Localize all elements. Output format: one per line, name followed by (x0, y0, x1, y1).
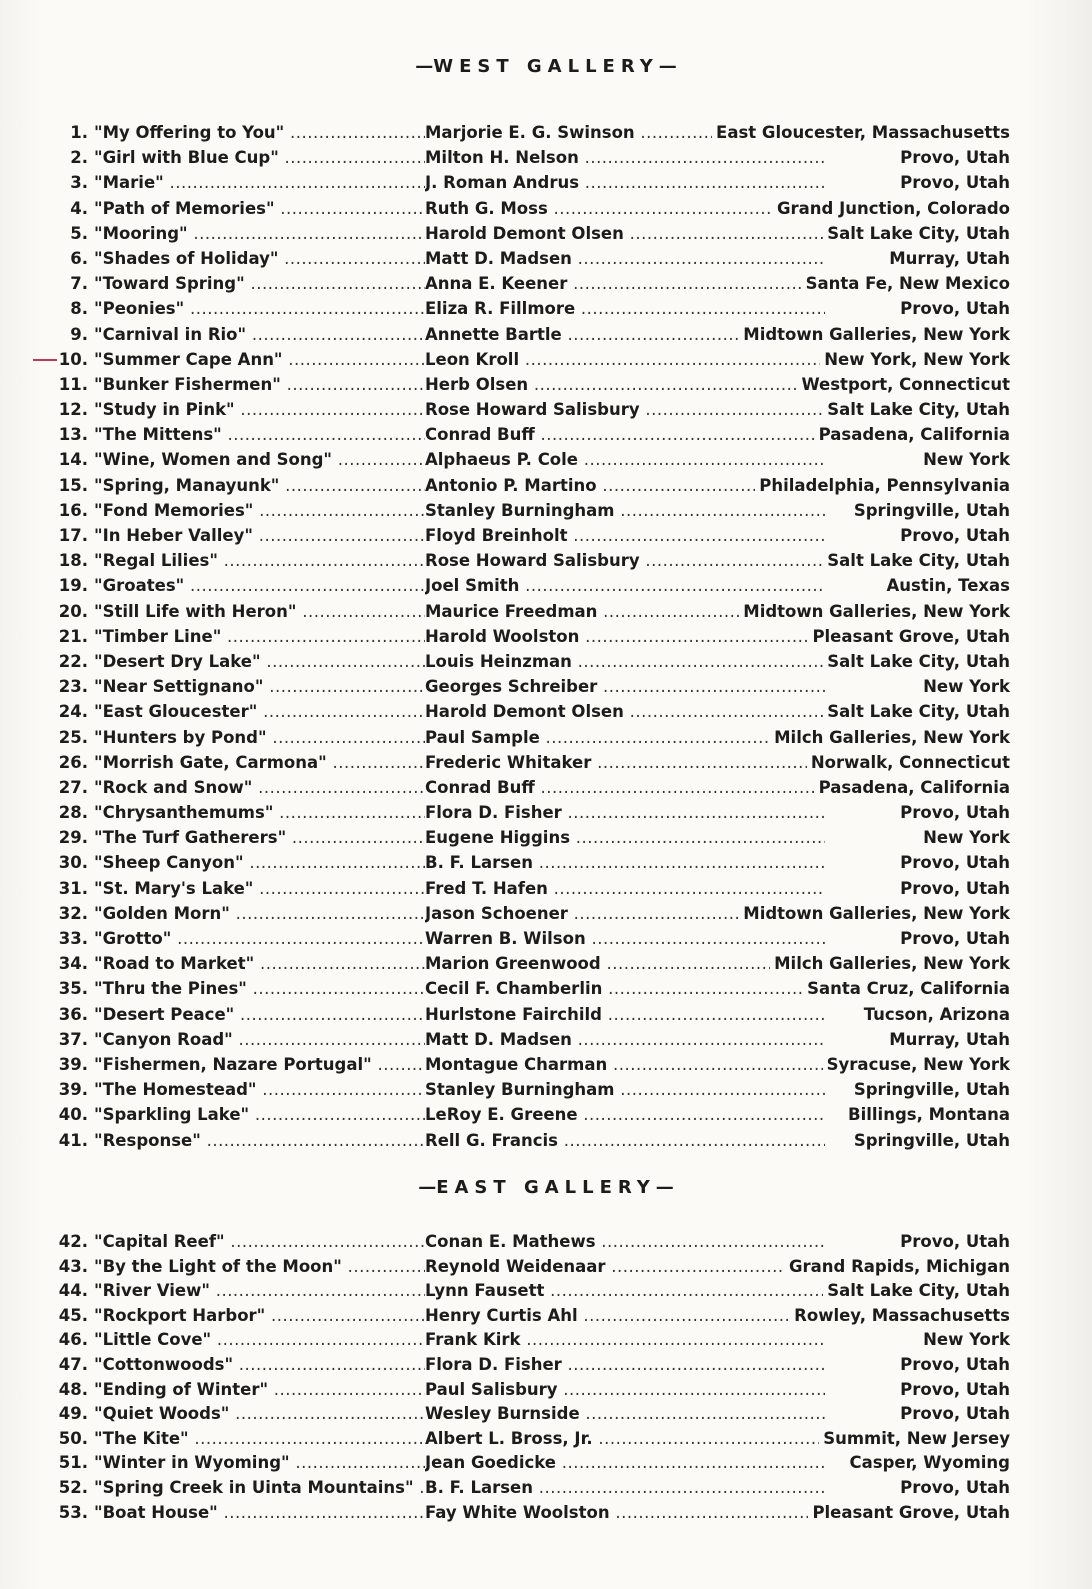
entry-artist: Conrad Buff ..... (425, 422, 825, 447)
entry-location: Santa Fe, New Mexico (802, 271, 1010, 296)
entry-artist: Herb Olsen ..... (425, 372, 825, 397)
entry-number: 24. (58, 702, 88, 722)
catalog-entry (55, 750, 1010, 775)
entry-location: Provo, Utah (896, 170, 1010, 195)
entry-location: Tucson, Arizona (860, 1002, 1010, 1027)
entry-number: 20. (58, 601, 88, 621)
entry-location: New York (919, 1328, 1010, 1353)
entry-location: Murray, Utah (885, 246, 1010, 271)
catalog-entry (55, 674, 1010, 699)
entry-artist: Frederic Whitaker ..... (425, 750, 825, 775)
entry-number: 39. (58, 1054, 88, 1074)
entry-title: "Quiet Woods" ..... (94, 1402, 425, 1427)
entry-title: "Timber Line" ..... (94, 624, 425, 649)
entry-title: "Capital Reef" ..... (94, 1230, 425, 1255)
entry-title: "Winter in Wyoming" ..... (94, 1451, 425, 1476)
entry-number: 47. (58, 1354, 88, 1374)
entry-number: 2. (70, 148, 88, 168)
entry-artist: Wesley Burnside ..... (425, 1402, 825, 1427)
entry-title: "In Heber Valley" ..... (94, 523, 425, 548)
catalog-entry (55, 145, 1010, 170)
entry-title: "Road to Market" ..... (94, 951, 425, 976)
catalog-entry (55, 447, 1010, 472)
entry-artist: B. F. Larsen ..... (425, 1476, 825, 1501)
entry-number: 22. (58, 651, 88, 671)
entry-number: 6. (70, 248, 88, 268)
entry-title: "Summer Cape Ann" ..... (94, 347, 425, 372)
catalog-entry (55, 1255, 1010, 1280)
entry-artist: Stanley Burningham ..... (425, 498, 825, 523)
entry-title: "St. Mary's Lake" ..... (94, 876, 425, 901)
entry-number: 3. (70, 173, 88, 193)
entry-title: "Morrish Gate, Carmona" ..... (94, 750, 425, 775)
entry-location: New York, New York (820, 347, 1010, 372)
entry-number: 12. (58, 400, 88, 420)
entry-location: Provo, Utah (896, 1353, 1010, 1378)
catalog-entry (55, 221, 1010, 246)
catalog-entry (55, 120, 1010, 145)
entry-title: "Sheep Canyon" ..... (94, 850, 425, 875)
catalog-entry (55, 523, 1010, 548)
catalog-entry (55, 1128, 1010, 1153)
entry-title: "Regal Lilies" ..... (94, 548, 425, 573)
entry-location: Syracuse, New York (823, 1052, 1010, 1077)
entry-number: 10. (58, 349, 88, 369)
catalog-entry (55, 825, 1010, 850)
entry-location: Provo, Utah (896, 850, 1010, 875)
entry-number: 48. (58, 1379, 88, 1399)
entry-artist: Conan E. Mathews ..... (425, 1230, 825, 1255)
entry-location: Philadelphia, Pennsylvania (755, 473, 1010, 498)
entry-title: "Golden Morn" ..... (94, 901, 425, 926)
catalog-entry (55, 170, 1010, 195)
entry-number: 16. (58, 500, 88, 520)
entry-artist: Warren B. Wilson ..... (425, 926, 825, 951)
catalog-entry (55, 1052, 1010, 1077)
catalog-entry (55, 271, 1010, 296)
entry-artist: Marion Greenwood ..... (425, 951, 825, 976)
entry-location: Pleasant Grove, Utah (808, 624, 1010, 649)
entry-artist: Fay White Woolston ..... (425, 1501, 825, 1526)
catalog-entry (55, 573, 1010, 598)
entry-number: 34. (58, 954, 88, 974)
entry-artist: Eliza R. Fillmore ..... (425, 296, 825, 321)
catalog-entry (55, 347, 1010, 372)
entry-location: Norwalk, Connecticut (807, 750, 1010, 775)
entry-title: "The Homestead" ..... (94, 1077, 425, 1102)
entry-artist: Cecil F. Chamberlin ..... (425, 976, 825, 1001)
catalog-entry (55, 725, 1010, 750)
catalog-entry (55, 246, 1010, 271)
entry-title: "Mooring" ..... (94, 221, 425, 246)
entry-artist: Harold Woolston ..... (425, 624, 825, 649)
entry-location: Provo, Utah (896, 296, 1010, 321)
entry-artist: Alphaeus P. Cole ..... (425, 447, 825, 472)
catalog-entry (55, 1077, 1010, 1102)
entry-artist: Milton H. Nelson ..... (425, 145, 825, 170)
catalog-entry (55, 196, 1010, 221)
catalog-entry (55, 926, 1010, 951)
entry-number: 31. (58, 878, 88, 898)
catalog-entry (55, 649, 1010, 674)
entry-location: Salt Lake City, Utah (823, 649, 1010, 674)
entry-location: Springville, Utah (850, 1128, 1010, 1153)
entry-location: Provo, Utah (896, 1230, 1010, 1255)
catalog-entry (55, 1027, 1010, 1052)
entry-location: New York (919, 674, 1010, 699)
entry-number: 11. (58, 374, 88, 394)
entry-number: 32. (58, 903, 88, 923)
entry-artist: Anna E. Keener ..... (425, 271, 825, 296)
entry-title: "Thru the Pines" ..... (94, 976, 425, 1001)
entry-title: "Shades of Holiday" ..... (94, 246, 425, 271)
catalog-entry (55, 422, 1010, 447)
entry-number: 14. (58, 450, 88, 470)
catalog-entry (55, 599, 1010, 624)
entry-artist: Matt D. Madsen ..... (425, 1027, 825, 1052)
catalog-entry (55, 1279, 1010, 1304)
entry-number: 43. (58, 1256, 88, 1276)
entry-location: New York (919, 447, 1010, 472)
entry-number: 15. (58, 475, 88, 495)
entry-title: "Groates" ..... (94, 573, 425, 598)
entry-artist: Reynold Weidenaar ..... (425, 1255, 825, 1280)
catalog-entry (55, 1501, 1010, 1526)
entry-number: 39. (58, 1080, 88, 1100)
catalog-entry (55, 775, 1010, 800)
catalog-entry (55, 1378, 1010, 1403)
catalog-entry (55, 1304, 1010, 1329)
entry-location: Milch Galleries, New York (770, 725, 1010, 750)
catalog-entry (55, 976, 1010, 1001)
entry-location: Provo, Utah (896, 926, 1010, 951)
entry-location: Summit, New Jersey (819, 1427, 1010, 1452)
entry-artist: Flora D. Fisher ..... (425, 800, 825, 825)
entry-location: Casper, Wyoming (846, 1451, 1011, 1476)
entry-artist: Floyd Breinholt ..... (425, 523, 825, 548)
entry-number: 52. (58, 1477, 88, 1497)
entry-number: 4. (70, 198, 88, 218)
entry-artist: Conrad Buff ..... (425, 775, 825, 800)
entry-location: Provo, Utah (896, 145, 1010, 170)
entry-title: "The Turf Gatherers" ..... (94, 825, 425, 850)
entry-title: "Response" ..... (94, 1128, 425, 1153)
entry-location: Grand Junction, Colorado (773, 196, 1010, 221)
entry-number: 45. (58, 1305, 88, 1325)
entry-number: 23. (58, 677, 88, 697)
entry-title: "Still Life with Heron" ..... (94, 599, 425, 624)
entry-artist: Georges Schreiber ..... (425, 674, 825, 699)
entry-location: Murray, Utah (885, 1027, 1010, 1052)
entry-location: Westport, Connecticut (797, 372, 1010, 397)
catalog-entry (55, 850, 1010, 875)
entry-artist: Lynn Fausett ..... (425, 1279, 825, 1304)
entry-title: "The Kite" ..... (94, 1427, 425, 1452)
entry-number: 7. (70, 274, 88, 294)
entry-artist: Joel Smith ..... (425, 573, 825, 598)
entry-artist: J. Roman Andrus ..... (425, 170, 825, 195)
entry-location: Austin, Texas (883, 573, 1011, 598)
catalog-entry (55, 1328, 1010, 1353)
entry-location: Provo, Utah (896, 1378, 1010, 1403)
entry-title: "Cottonwoods" ..... (94, 1353, 425, 1378)
entry-location: Rowley, Massachusetts (790, 1304, 1010, 1329)
entry-number: 27. (58, 777, 88, 797)
entry-number: 19. (58, 576, 88, 596)
entry-number: 36. (58, 1004, 88, 1024)
entry-number: 44. (58, 1281, 88, 1301)
catalog-entry (55, 699, 1010, 724)
entry-title: "Boat House" ..... (94, 1501, 425, 1526)
entry-location: Provo, Utah (896, 523, 1010, 548)
east-gallery-heading-text: EAST GALLERY (436, 1177, 656, 1198)
catalog-entry (55, 624, 1010, 649)
catalog-entry (55, 1102, 1010, 1127)
catalog-entry (55, 397, 1010, 422)
entry-number: 1. (70, 123, 88, 142)
entry-title: "By the Light of the Moon" ..... (94, 1255, 425, 1280)
entry-location: New York (919, 825, 1010, 850)
entry-artist: Matt D. Madsen ..... (425, 246, 825, 271)
west-gallery-list (55, 120, 1010, 1153)
entry-location: Provo, Utah (896, 1402, 1010, 1427)
entry-title: "Study in Pink" ..... (94, 397, 425, 422)
entry-location: Springville, Utah (850, 498, 1010, 523)
entry-location: Salt Lake City, Utah (823, 699, 1010, 724)
catalog-entry (55, 901, 1010, 926)
entry-location: Pleasant Grove, Utah (808, 1501, 1010, 1526)
entry-title: "Girl with Blue Cup" ..... (94, 145, 425, 170)
catalog-entry (55, 800, 1010, 825)
entry-artist: Paul Salisbury ..... (425, 1378, 825, 1403)
entry-title: "My Offering to You" ..... (94, 120, 425, 145)
catalog-entry (55, 473, 1010, 498)
catalog-entry (55, 372, 1010, 397)
entry-location: Provo, Utah (896, 876, 1010, 901)
entry-title: "Grotto" ..... (94, 926, 425, 951)
entry-number: 25. (58, 727, 88, 747)
entry-location: Santa Cruz, California (803, 976, 1010, 1001)
entry-number: 28. (58, 803, 88, 823)
catalog-entry (55, 876, 1010, 901)
entry-artist: Henry Curtis Ahl ..... (425, 1304, 825, 1329)
entry-artist: Montague Charman ..... (425, 1052, 825, 1077)
entry-artist: Eugene Higgins ..... (425, 825, 825, 850)
entry-title: "Canyon Road" ..... (94, 1027, 425, 1052)
entry-artist: Fred T. Hafen ..... (425, 876, 825, 901)
entry-artist: Antonio P. Martino ..... (425, 473, 825, 498)
entry-number: 9. (70, 324, 88, 344)
entry-title: "Rock and Snow" ..... (94, 775, 425, 800)
entry-title: "Wine, Women and Song" ..... (94, 447, 425, 472)
catalog-entry (55, 296, 1010, 321)
pen-mark (33, 359, 57, 361)
entry-location: Midtown Galleries, New York (739, 599, 1010, 624)
entry-number: 37. (58, 1029, 88, 1049)
entry-artist: Maurice Freedman ..... (425, 599, 825, 624)
entry-title: "Bunker Fishermen" ..... (94, 372, 425, 397)
entry-location: Salt Lake City, Utah (823, 397, 1010, 422)
catalog-entry (55, 1002, 1010, 1027)
entry-location: Midtown Galleries, New York (739, 901, 1010, 926)
entry-artist: Harold Demont Olsen ..... (425, 221, 825, 246)
west-gallery-heading: —WEST GALLERY— (415, 56, 677, 77)
entry-number: 40. (58, 1105, 88, 1125)
entry-location: Pasadena, California (815, 775, 1010, 800)
entry-artist: Stanley Burningham ..... (425, 1077, 825, 1102)
entry-title: "Toward Spring" ..... (94, 271, 425, 296)
entry-artist: Albert L. Bross, Jr. ..... (425, 1427, 825, 1452)
entry-location: Pasadena, California (815, 422, 1010, 447)
entry-location: Milch Galleries, New York (770, 951, 1010, 976)
entry-number: 46. (58, 1330, 88, 1350)
entry-number: 21. (58, 626, 88, 646)
entry-title: "Little Cove" ..... (94, 1328, 425, 1353)
entry-number: 13. (58, 425, 88, 445)
entry-title: "Rockport Harbor" ..... (94, 1304, 425, 1329)
catalog-entry (55, 1451, 1010, 1476)
entry-number: 35. (58, 979, 88, 999)
entry-number: 42. (58, 1232, 88, 1251)
entry-number: 49. (58, 1404, 88, 1424)
entry-number: 17. (58, 526, 88, 545)
entry-number: 51. (58, 1453, 88, 1473)
entry-number: 41. (58, 1130, 88, 1150)
entry-location: East Gloucester, Massachusetts (712, 120, 1010, 145)
catalog-entry (55, 951, 1010, 976)
entry-location: Salt Lake City, Utah (823, 548, 1010, 573)
entry-title: "Spring, Manayunk" ..... (94, 473, 425, 498)
east-gallery-list (55, 1230, 1010, 1525)
entry-number: 30. (58, 853, 88, 873)
east-gallery-heading: —EAST GALLERY— (418, 1177, 674, 1198)
catalog-entry (55, 1353, 1010, 1378)
catalog-entry (55, 1427, 1010, 1452)
entry-title: "Marie" ..... (94, 170, 425, 195)
entry-title: "Chrysanthemums" ..... (94, 800, 425, 825)
catalog-entry (55, 548, 1010, 573)
entry-number: 50. (58, 1428, 88, 1448)
entry-artist: LeRoy E. Greene ..... (425, 1102, 825, 1127)
entry-title: "Carnival in Rio" ..... (94, 322, 425, 347)
entry-number: 5. (70, 223, 88, 243)
entry-location: Grand Rapids, Michigan (785, 1255, 1010, 1280)
entry-number: 53. (58, 1502, 88, 1522)
entry-artist: Jason Schoener ..... (425, 901, 825, 926)
entry-artist: B. F. Larsen ..... (425, 850, 825, 875)
catalog-entry (55, 1230, 1010, 1255)
entry-artist: Ruth G. Moss ..... (425, 196, 825, 221)
entry-artist: Rose Howard Salisbury ..... (425, 397, 825, 422)
west-gallery-heading-text: WEST GALLERY (433, 56, 659, 77)
entry-artist: Hurlstone Fairchild ..... (425, 1002, 825, 1027)
entry-number: 26. (58, 752, 88, 772)
entry-artist: Harold Demont Olsen ..... (425, 699, 825, 724)
entry-location: Billings, Montana (844, 1102, 1010, 1127)
entry-artist: Annette Bartle ..... (425, 322, 825, 347)
entry-title: "Fond Memories" ..... (94, 498, 425, 523)
entry-title: "Spring Creek in Uinta Mountains" ..... (94, 1476, 425, 1501)
entry-location: Salt Lake City, Utah (823, 221, 1010, 246)
entry-location: Salt Lake City, Utah (823, 1279, 1010, 1304)
entry-artist: Rell G. Francis ..... (425, 1128, 825, 1153)
entry-title: "East Gloucester" ..... (94, 699, 425, 724)
entry-location: Provo, Utah (896, 800, 1010, 825)
entry-location: Provo, Utah (896, 1476, 1010, 1501)
catalog-entry (55, 322, 1010, 347)
entry-number: 18. (58, 551, 88, 571)
entry-artist: Flora D. Fisher ..... (425, 1353, 825, 1378)
entry-title: "Sparkling Lake" ..... (94, 1102, 425, 1127)
entry-title: "Fishermen, Nazare Portugal" ..... (94, 1052, 425, 1077)
entry-artist: Paul Sample ..... (425, 725, 825, 750)
entry-title: "Desert Dry Lake" ..... (94, 649, 425, 674)
entry-title: "Hunters by Pond" ..... (94, 725, 425, 750)
entry-number: 8. (70, 299, 88, 319)
entry-number: 29. (58, 828, 88, 848)
entry-artist: Frank Kirk ..... (425, 1328, 825, 1353)
entry-location: Midtown Galleries, New York (739, 322, 1010, 347)
entry-title: "The Mittens" ..... (94, 422, 425, 447)
catalog-entry (55, 498, 1010, 523)
entry-artist: Jean Goedicke ..... (425, 1451, 825, 1476)
entry-title: "Path of Memories" ..... (94, 196, 425, 221)
entry-artist: Louis Heinzman ..... (425, 649, 825, 674)
entry-artist: Leon Kroll ..... (425, 347, 825, 372)
catalog-entry (55, 1402, 1010, 1427)
entry-title: "Desert Peace" ..... (94, 1002, 425, 1027)
entry-title: "Peonies" ..... (94, 296, 425, 321)
entry-title: "Ending of Winter" ..... (94, 1378, 425, 1403)
entry-number: 33. (58, 929, 88, 948)
entry-title: "Near Settignano" ..... (94, 674, 425, 699)
entry-title: "River View" ..... (94, 1279, 425, 1304)
entry-location: Springville, Utah (850, 1077, 1010, 1102)
catalog-entry (55, 1476, 1010, 1501)
entry-artist: Marjorie E. G. Swinson ..... (425, 120, 825, 145)
entry-artist: Rose Howard Salisbury ..... (425, 548, 825, 573)
